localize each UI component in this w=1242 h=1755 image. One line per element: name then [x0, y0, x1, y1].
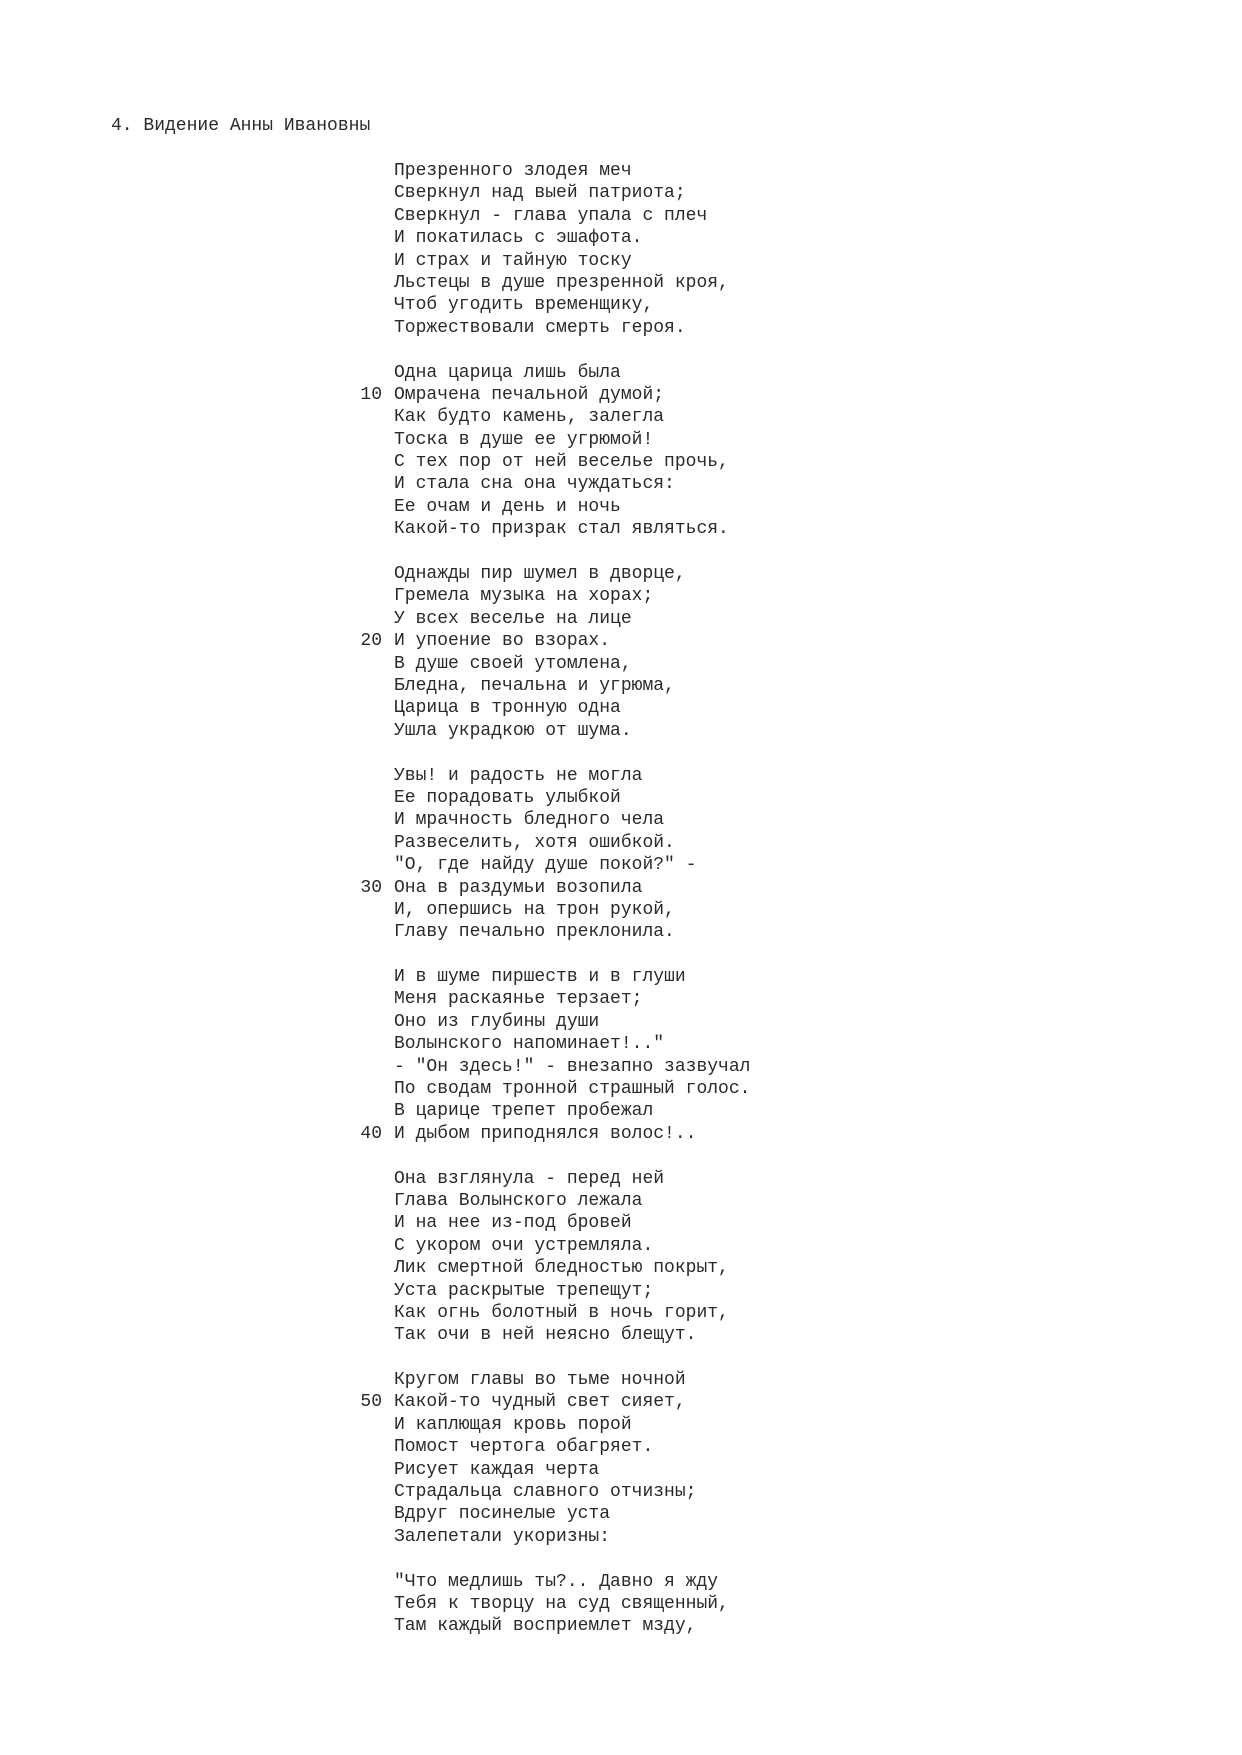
line-text: Она в раздумьи возопила: [394, 877, 643, 898]
line-text: Главу печально преклонила.: [394, 922, 675, 943]
line-text: И упоение во взорах.: [394, 631, 611, 652]
line-text: "О, где найду душе покой?" -: [394, 855, 697, 876]
line-text: Омрачена печальной думой;: [394, 384, 665, 405]
poem-line: [358, 182, 750, 204]
line-text: Волынского напоминает!..": [394, 1034, 665, 1055]
stanza: [358, 1369, 750, 1548]
line-text: Глава Волынского лежала: [394, 1190, 643, 1211]
poem-line: [358, 1436, 750, 1458]
line-number: 10: [360, 384, 382, 405]
line-text: С укором очи устремляла.: [394, 1235, 654, 1256]
poem-line: [358, 720, 750, 742]
poem-line: [358, 988, 750, 1010]
poem-line: [358, 160, 750, 182]
line-text: И дыбом приподнялся волос!..: [394, 1123, 697, 1144]
poem-line: [358, 384, 750, 406]
poem-line: [358, 1078, 750, 1100]
line-text: Презренного злодея меч: [394, 161, 632, 181]
line-text: Ушла украдкою от шума.: [394, 720, 632, 741]
line-text: Бледна, печальна и угрюма,: [394, 675, 675, 696]
line-text: Так очи в ней неясно блещут.: [394, 1325, 697, 1346]
poem-line: [358, 294, 750, 316]
poem-line: [358, 1235, 750, 1257]
poem-line: [358, 362, 750, 384]
line-text: Торжествовали смерть героя.: [394, 317, 686, 338]
poem-line: [358, 1414, 750, 1436]
line-text: И страх и тайную тоску: [394, 250, 632, 271]
line-text: В душе своей утомлена,: [394, 653, 632, 674]
line-text: Сверкнул над выей патриота;: [394, 183, 686, 204]
line-text: - "Он здесь!" - внезапно зазвучал: [394, 1056, 751, 1077]
poem-line: [358, 496, 750, 518]
poem-line: [358, 563, 750, 585]
line-text: Чтоб угодить временщику,: [394, 295, 654, 316]
poem-line: [358, 1391, 750, 1413]
poem-line: [358, 1033, 750, 1055]
poem-line: [358, 697, 750, 719]
line-text: С тех пор от ней веселье прочь,: [394, 452, 729, 473]
line-number: 20: [360, 631, 382, 652]
line-text: Тоска в душе ее угрюмой!: [394, 429, 654, 450]
poem-line: [358, 429, 750, 451]
line-text: Гремела музыка на хорах;: [394, 586, 654, 607]
poem-line: [358, 1168, 750, 1190]
poem-line: [358, 653, 750, 675]
poem-line: [358, 877, 750, 899]
stanza: [358, 362, 750, 541]
line-text: Страдальца славного отчизны;: [394, 1482, 697, 1503]
line-text: И в шуме пиршеств и в глуши: [394, 967, 686, 988]
poem-line: [358, 809, 750, 831]
line-text: И мрачность бледного чела: [394, 810, 665, 831]
poem-line: [358, 608, 750, 630]
poem-line: [358, 250, 750, 272]
line-text: Меня раскаянье терзает;: [394, 989, 643, 1010]
poem-line: [358, 921, 750, 943]
stanza: [358, 563, 750, 742]
poem-line: [358, 1100, 750, 1122]
line-text: Царица в тронную одна: [394, 698, 621, 719]
line-number: 50: [360, 1392, 382, 1413]
line-text: И стала сна она чуждаться:: [394, 474, 675, 495]
stanza: [358, 1168, 750, 1347]
poem-line: [358, 1481, 750, 1503]
line-text: Ее порадовать улыбкой: [394, 787, 621, 808]
poem-line: [358, 317, 750, 339]
poem-line: [358, 1503, 750, 1525]
line-text: Лик смертной бледностью покрыт,: [394, 1258, 729, 1279]
line-text: По сводам тронной страшный голос.: [394, 1079, 751, 1100]
poem-line: [358, 1526, 750, 1548]
poem-line: [358, 630, 750, 652]
line-text: Оно из глубины души: [394, 1011, 600, 1032]
line-text: В царице трепет пробежал: [394, 1101, 654, 1122]
line-text: И на нее из-под бровей: [394, 1213, 632, 1234]
line-text: Ее очам и день и ночь: [394, 496, 621, 517]
poem-line: [358, 899, 750, 921]
poem-line: [358, 675, 750, 697]
poem-line: [358, 1615, 750, 1637]
poem-line: [358, 406, 750, 428]
poem-line: [358, 1190, 750, 1212]
line-text: Какой-то чудный свет сияет,: [394, 1392, 686, 1413]
line-text: И, опершись на трон рукой,: [394, 899, 675, 920]
poem-line: [358, 966, 750, 988]
poem-line: [358, 787, 750, 809]
line-text: Какой-то призрак стал являться.: [394, 519, 729, 540]
poem-line: [358, 518, 750, 540]
poem-line: [358, 832, 750, 854]
stanza: [358, 160, 750, 339]
line-text: Одна царица лишь была: [394, 362, 621, 383]
poem-line: [358, 854, 750, 876]
poem-line: [358, 227, 750, 249]
line-text: "Что медлишь ты?.. Давно я жду: [394, 1571, 719, 1592]
poem-line: [358, 1280, 750, 1302]
poem-line: [358, 205, 750, 227]
line-text: Кругом главы во тьме ночной: [394, 1370, 686, 1391]
line-text: Рисует каждая черта: [394, 1459, 600, 1480]
line-text: У всех веселье на лице: [394, 608, 632, 629]
poem-line: [358, 1212, 750, 1234]
line-number: 40: [360, 1123, 382, 1144]
poem-body: [358, 160, 750, 1660]
line-text: Сверкнул - глава упала с плеч: [394, 205, 708, 226]
line-text: Льстецы в душе презренной кроя,: [394, 272, 729, 293]
line-text: Там каждый восприемлет мзду,: [394, 1616, 697, 1637]
poem-line: [358, 1123, 750, 1145]
line-text: Тебя к творцу на суд священный,: [394, 1594, 729, 1614]
line-text: Она взглянула - перед ней: [394, 1168, 665, 1189]
line-text: И каплющая кровь порой: [394, 1414, 632, 1435]
line-text: Вдруг посинелые уста: [394, 1504, 611, 1525]
poem-line: [358, 1571, 750, 1593]
stanza: [358, 765, 750, 944]
page-title: 4. Видение Анны Ивановны: [111, 116, 371, 136]
line-text: Залепетали укоризны:: [394, 1526, 611, 1547]
stanza: [358, 966, 750, 1145]
line-text: Как будто камень, залегла: [394, 407, 665, 428]
line-text: Как огнь болотный в ночь горит,: [394, 1302, 729, 1323]
poem-line: [358, 1056, 750, 1078]
line-text: Помост чертога обагряет.: [394, 1437, 654, 1458]
poem-line: [358, 1302, 750, 1324]
line-text: Уста раскрытые трепещут;: [394, 1280, 654, 1301]
poem-line: [358, 1369, 750, 1391]
line-text: И покатилась с эшафота.: [394, 228, 643, 249]
line-text: Увы! и радость не могла: [394, 765, 643, 786]
poem-line: [358, 1257, 750, 1279]
poem-line: [358, 1011, 750, 1033]
poem-line: [358, 765, 750, 787]
line-text: Развеселить, хотя ошибкой.: [394, 832, 675, 853]
poem-line: [358, 1324, 750, 1346]
poem-line: [358, 451, 750, 473]
stanza: [358, 1571, 750, 1638]
poem-line: [358, 1459, 750, 1481]
line-text: Однажды пир шумел в дворце,: [394, 564, 686, 585]
poem-line: [358, 1593, 750, 1615]
line-number: 30: [360, 877, 382, 898]
poem-line: [358, 473, 750, 495]
poem-line: [358, 585, 750, 607]
poem-line: [358, 272, 750, 294]
